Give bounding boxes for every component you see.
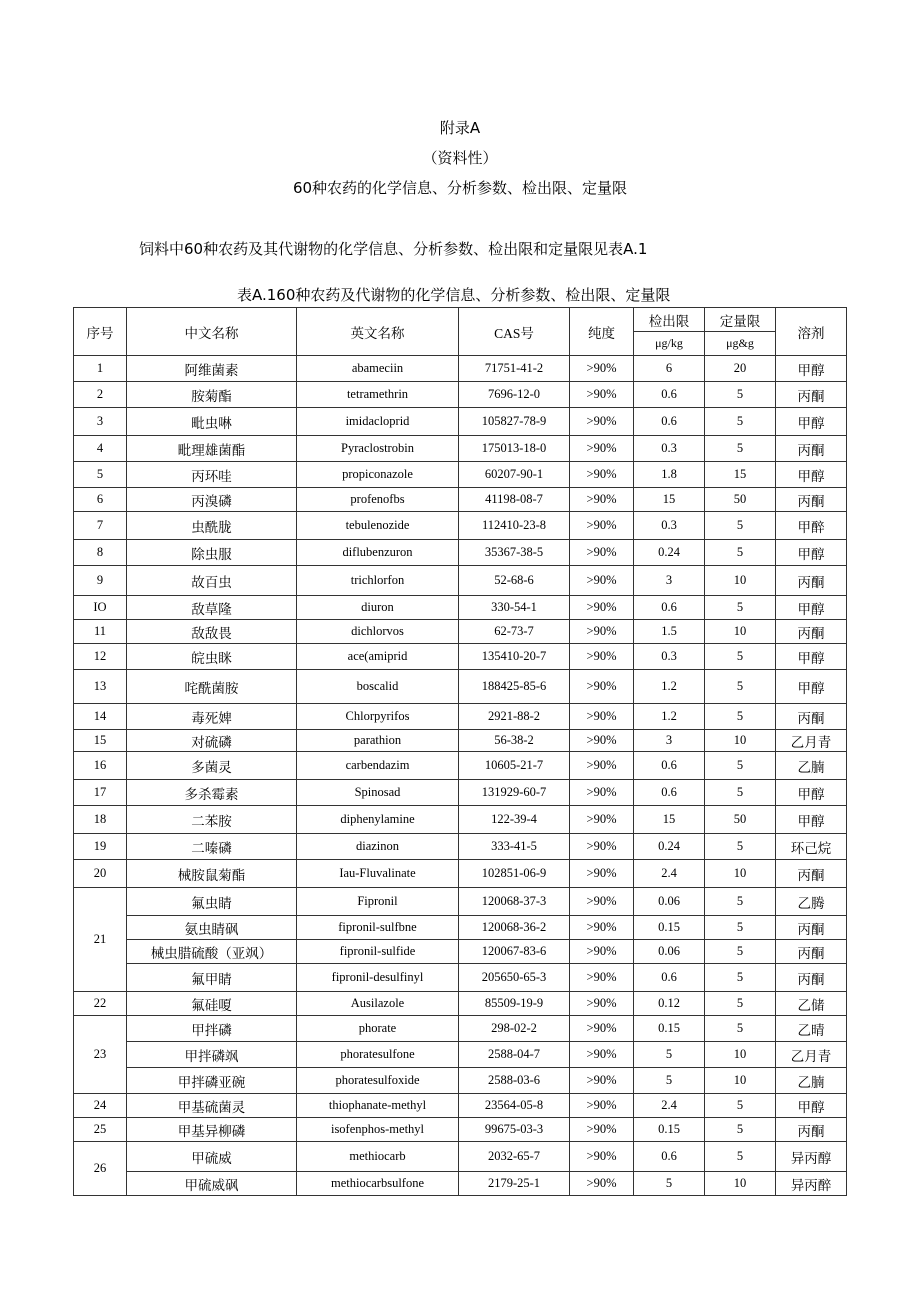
cell-solvent: 甲醇: [776, 540, 847, 566]
cell-lod: 0.6: [634, 596, 705, 620]
cell-purity: >90%: [570, 356, 634, 382]
cell-lod: 0.6: [634, 1142, 705, 1172]
cell-solvent: 甲醉: [776, 512, 847, 540]
cell-purity: >90%: [570, 566, 634, 596]
cell-purity: >90%: [570, 436, 634, 462]
cell-cn-name: 甲基硫菌灵: [127, 1094, 297, 1118]
cell-lod: 1.5: [634, 620, 705, 644]
cell-cas: 105827-78-9: [459, 408, 570, 436]
cell-solvent: 甲醇: [776, 356, 847, 382]
cell-solvent: 甲醇: [776, 1094, 847, 1118]
cell-loq: 5: [705, 512, 776, 540]
cell-cas: 56-38-2: [459, 730, 570, 752]
pesticide-table: [73, 307, 847, 1196]
table-row: [74, 916, 847, 940]
cell-no: 5: [74, 462, 127, 488]
cell-lod: 0.3: [634, 512, 705, 540]
header-lod-unit: μg/kg: [634, 332, 705, 356]
cell-purity: >90%: [570, 644, 634, 670]
cell-no: 15: [74, 730, 127, 752]
cell-no: 24: [74, 1094, 127, 1118]
cell-en-name: Pyraclostrobin: [297, 436, 459, 462]
cell-en-name: dichlorvos: [297, 620, 459, 644]
table-row: [74, 1068, 847, 1094]
cell-purity: >90%: [570, 806, 634, 834]
cell-en-name: phoratesulfone: [297, 1042, 459, 1068]
cell-cn-name: 甲基异柳磷: [127, 1118, 297, 1142]
appendix-nature: （资料性）: [422, 149, 498, 167]
appendix-title: 60种农药的化学信息、分析参数、检出限、定量限: [292, 179, 628, 197]
cell-loq: 50: [705, 806, 776, 834]
cell-cn-name: 甲硫威: [127, 1142, 297, 1172]
cell-cn-name: 虫酰胧: [127, 512, 297, 540]
cell-en-name: Chlorpyrifos: [297, 704, 459, 730]
cell-solvent: 丙酮: [776, 488, 847, 512]
cell-loq: 5: [705, 382, 776, 408]
header-loq: 定量限: [705, 308, 776, 332]
cell-cas: 205650-65-3: [459, 964, 570, 992]
cell-en-name: thiophanate-methyl: [297, 1094, 459, 1118]
cell-lod: 0.6: [634, 964, 705, 992]
cell-cas: 2588-04-7: [459, 1042, 570, 1068]
cell-cn-name: 甲拌磷飒: [127, 1042, 297, 1068]
table-row: [74, 512, 847, 540]
cell-purity: >90%: [570, 1094, 634, 1118]
cell-cas: 131929-60-7: [459, 780, 570, 806]
table-row: [74, 1142, 847, 1172]
cell-loq: 5: [705, 1118, 776, 1142]
cell-cn-name: 甲硫威砜: [127, 1172, 297, 1196]
cell-no: 22: [74, 992, 127, 1016]
cell-cas: 122-39-4: [459, 806, 570, 834]
cell-lod: 0.6: [634, 382, 705, 408]
cell-cn-name: 械胺鼠菊酯: [127, 860, 297, 888]
cell-cas: 99675-03-3: [459, 1118, 570, 1142]
cell-lod: 1.2: [634, 704, 705, 730]
cell-cas: 7696-12-0: [459, 382, 570, 408]
cell-cas: 52-68-6: [459, 566, 570, 596]
cell-lod: 0.15: [634, 1118, 705, 1142]
table-row: [74, 834, 847, 860]
table-row: [74, 382, 847, 408]
cell-solvent: 丙酮: [776, 382, 847, 408]
cell-cas: 85509-19-9: [459, 992, 570, 1016]
cell-cas: 120068-37-3: [459, 888, 570, 916]
cell-en-name: tetramethrin: [297, 382, 459, 408]
cell-no: 14: [74, 704, 127, 730]
header-cn-name: 中文名称: [127, 308, 297, 356]
cell-solvent: 甲醇: [776, 780, 847, 806]
header-lod: 检出限: [634, 308, 705, 332]
cell-no: 25: [74, 1118, 127, 1142]
cell-cn-name: 对硫磷: [127, 730, 297, 752]
cell-cas: 135410-20-7: [459, 644, 570, 670]
cell-solvent: 丙酮: [776, 436, 847, 462]
cell-lod: 0.24: [634, 834, 705, 860]
cell-lod: 5: [634, 1172, 705, 1196]
cell-purity: >90%: [570, 540, 634, 566]
cell-solvent: 丙酮: [776, 964, 847, 992]
cell-loq: 10: [705, 566, 776, 596]
table-row: [74, 540, 847, 566]
cell-lod: 1.8: [634, 462, 705, 488]
cell-en-name: methiocarb: [297, 1142, 459, 1172]
table-row: [74, 670, 847, 704]
cell-solvent: 丙酮: [776, 940, 847, 964]
cell-no: 16: [74, 752, 127, 780]
cell-no: 3: [74, 408, 127, 436]
cell-solvent: 丙酮: [776, 916, 847, 940]
header-loq-unit: μg&g: [705, 332, 776, 356]
cell-en-name: Spinosad: [297, 780, 459, 806]
cell-purity: >90%: [570, 670, 634, 704]
cell-cas: 112410-23-8: [459, 512, 570, 540]
cell-loq: 5: [705, 596, 776, 620]
cell-no: 18: [74, 806, 127, 834]
table-row: [74, 408, 847, 436]
cell-cn-name: 氟甲睛: [127, 964, 297, 992]
cell-cn-name: 甲拌磷亚碗: [127, 1068, 297, 1094]
cell-purity: >90%: [570, 992, 634, 1016]
cell-cn-name: 毗理雄菌酯: [127, 436, 297, 462]
cell-solvent: 丙酮: [776, 860, 847, 888]
cell-purity: >90%: [570, 596, 634, 620]
cell-lod: 0.24: [634, 540, 705, 566]
cell-lod: 3: [634, 730, 705, 752]
cell-purity: >90%: [570, 382, 634, 408]
cell-no: IO: [74, 596, 127, 620]
cell-purity: >90%: [570, 1172, 634, 1196]
cell-loq: 5: [705, 992, 776, 1016]
cell-no: 23: [74, 1016, 127, 1094]
cell-lod: 0.06: [634, 888, 705, 916]
cell-cas: 298-02-2: [459, 1016, 570, 1042]
cell-cas: 35367-38-5: [459, 540, 570, 566]
cell-no: 13: [74, 670, 127, 704]
cell-solvent: 乙月青: [776, 730, 847, 752]
table-row: [74, 356, 847, 382]
cell-loq: 20: [705, 356, 776, 382]
cell-lod: 5: [634, 1068, 705, 1094]
cell-loq: 10: [705, 860, 776, 888]
cell-loq: 15: [705, 462, 776, 488]
cell-loq: 5: [705, 644, 776, 670]
cell-purity: >90%: [570, 408, 634, 436]
cell-en-name: phoratesulfoxide: [297, 1068, 459, 1094]
header-no: 序号: [74, 308, 127, 356]
cell-loq: 10: [705, 620, 776, 644]
cell-cas: 120068-36-2: [459, 916, 570, 940]
cell-lod: 2.4: [634, 1094, 705, 1118]
cell-solvent: 甲醇: [776, 670, 847, 704]
cell-lod: 15: [634, 806, 705, 834]
cell-lod: 0.15: [634, 1016, 705, 1042]
cell-cas: 102851-06-9: [459, 860, 570, 888]
cell-purity: >90%: [570, 834, 634, 860]
table-caption: 表A.160种农药及代谢物的化学信息、分析参数、检出限、定量限: [237, 286, 671, 304]
cell-purity: >90%: [570, 512, 634, 540]
cell-no: 11: [74, 620, 127, 644]
cell-cas: 62-73-7: [459, 620, 570, 644]
cell-en-name: tebulenozide: [297, 512, 459, 540]
table-row: [74, 488, 847, 512]
cell-solvent: 甲醇: [776, 806, 847, 834]
table-row: [74, 860, 847, 888]
cell-lod: 0.3: [634, 644, 705, 670]
cell-loq: 5: [705, 780, 776, 806]
cell-loq: 5: [705, 540, 776, 566]
table-row: [74, 1172, 847, 1196]
header-purity: 纯度: [570, 308, 634, 356]
cell-cn-name: 多杀霉素: [127, 780, 297, 806]
table-row: [74, 644, 847, 670]
cell-purity: >90%: [570, 940, 634, 964]
cell-cn-name: 胺菊酯: [127, 382, 297, 408]
cell-solvent: 乙晴: [776, 1016, 847, 1042]
cell-purity: >90%: [570, 860, 634, 888]
cell-solvent: 乙储: [776, 992, 847, 1016]
cell-purity: >90%: [570, 1118, 634, 1142]
cell-en-name: fipronil-sulfide: [297, 940, 459, 964]
cell-cn-name: 皖虫眯: [127, 644, 297, 670]
cell-solvent: 甲醇: [776, 408, 847, 436]
cell-lod: 0.6: [634, 780, 705, 806]
cell-solvent: 丙酮: [776, 1118, 847, 1142]
cell-loq: 5: [705, 964, 776, 992]
cell-loq: 5: [705, 1094, 776, 1118]
table-row: [74, 1042, 847, 1068]
cell-solvent: 丙酮: [776, 566, 847, 596]
cell-solvent: 异丙醇: [776, 1142, 847, 1172]
cell-no: 9: [74, 566, 127, 596]
cell-loq: 5: [705, 940, 776, 964]
cell-cas: 120067-83-6: [459, 940, 570, 964]
table-row: [74, 704, 847, 730]
cell-cn-name: 丙溴磷: [127, 488, 297, 512]
cell-solvent: 乙腩: [776, 752, 847, 780]
table-row: [74, 940, 847, 964]
cell-loq: 5: [705, 1142, 776, 1172]
cell-purity: >90%: [570, 916, 634, 940]
cell-lod: 0.12: [634, 992, 705, 1016]
cell-purity: >90%: [570, 1042, 634, 1068]
cell-en-name: diazinon: [297, 834, 459, 860]
cell-cas: 333-41-5: [459, 834, 570, 860]
cell-cas: 41198-08-7: [459, 488, 570, 512]
cell-cas: 330-54-1: [459, 596, 570, 620]
cell-lod: 1.2: [634, 670, 705, 704]
cell-en-name: imidacloprid: [297, 408, 459, 436]
cell-en-name: isofenphos-methyl: [297, 1118, 459, 1142]
cell-lod: 0.6: [634, 752, 705, 780]
table-row: [74, 566, 847, 596]
cell-cas: 2588-03-6: [459, 1068, 570, 1094]
cell-purity: >90%: [570, 1068, 634, 1094]
cell-en-name: propiconazole: [297, 462, 459, 488]
cell-solvent: 异丙醉: [776, 1172, 847, 1196]
cell-en-name: diphenylamine: [297, 806, 459, 834]
cell-loq: 5: [705, 436, 776, 462]
cell-loq: 10: [705, 730, 776, 752]
appendix-label: 附录A: [439, 119, 481, 137]
cell-solvent: 丙酮: [776, 704, 847, 730]
cell-en-name: parathion: [297, 730, 459, 752]
cell-solvent: 乙月青: [776, 1042, 847, 1068]
cell-en-name: Ausilazole: [297, 992, 459, 1016]
cell-no: 20: [74, 860, 127, 888]
cell-no: 6: [74, 488, 127, 512]
cell-cas: 23564-05-8: [459, 1094, 570, 1118]
cell-solvent: 丙酮: [776, 620, 847, 644]
header-en-name: 英文名称: [297, 308, 459, 356]
cell-cn-name: 敌敌畏: [127, 620, 297, 644]
table-row: [74, 620, 847, 644]
cell-solvent: 甲醇: [776, 644, 847, 670]
cell-en-name: carbendazim: [297, 752, 459, 780]
cell-loq: 10: [705, 1068, 776, 1094]
cell-cn-name: 除虫服: [127, 540, 297, 566]
cell-cas: 2032-65-7: [459, 1142, 570, 1172]
cell-cn-name: 械虫腊硫酸（亚飒）: [127, 940, 297, 964]
cell-en-name: Iau-Fluvalinate: [297, 860, 459, 888]
cell-loq: 50: [705, 488, 776, 512]
cell-cn-name: 二嗪磷: [127, 834, 297, 860]
cell-cn-name: 咤酰菌胺: [127, 670, 297, 704]
cell-cn-name: 多菌灵: [127, 752, 297, 780]
cell-en-name: phorate: [297, 1016, 459, 1042]
cell-cn-name: 丙环哇: [127, 462, 297, 488]
cell-no: 8: [74, 540, 127, 566]
cell-en-name: fipronil-desulfinyl: [297, 964, 459, 992]
cell-lod: 0.3: [634, 436, 705, 462]
cell-en-name: abameciin: [297, 356, 459, 382]
table-row: [74, 888, 847, 916]
cell-no: 1: [74, 356, 127, 382]
cell-purity: >90%: [570, 620, 634, 644]
cell-cn-name: 毒死婢: [127, 704, 297, 730]
cell-purity: >90%: [570, 752, 634, 780]
intro-paragraph: 饲料中60种农药及其代谢物的化学信息、分析参数、检出限和定量限见表A.1: [139, 240, 648, 258]
cell-loq: 5: [705, 408, 776, 436]
cell-lod: 0.06: [634, 940, 705, 964]
cell-loq: 5: [705, 704, 776, 730]
cell-loq: 5: [705, 916, 776, 940]
cell-cn-name: 甲拌磷: [127, 1016, 297, 1042]
cell-cn-name: 敌草隆: [127, 596, 297, 620]
cell-cas: 2921-88-2: [459, 704, 570, 730]
cell-en-name: diflubenzuron: [297, 540, 459, 566]
table-row: [74, 1094, 847, 1118]
cell-cas: 2179-25-1: [459, 1172, 570, 1196]
cell-en-name: Fipronil: [297, 888, 459, 916]
cell-cas: 188425-85-6: [459, 670, 570, 704]
table-row: [74, 596, 847, 620]
cell-lod: 2.4: [634, 860, 705, 888]
cell-cn-name: 阿维菌素: [127, 356, 297, 382]
table-row: [74, 752, 847, 780]
cell-en-name: trichlorfon: [297, 566, 459, 596]
table-row: [74, 1118, 847, 1142]
cell-en-name: boscalid: [297, 670, 459, 704]
cell-solvent: 甲醇: [776, 596, 847, 620]
cell-purity: >90%: [570, 1016, 634, 1042]
cell-loq: 10: [705, 1042, 776, 1068]
cell-solvent: 环己烷: [776, 834, 847, 860]
header-cas: CAS号: [459, 308, 570, 356]
cell-no: 26: [74, 1142, 127, 1196]
cell-cn-name: 氨虫睛砜: [127, 916, 297, 940]
header-solvent: 溶剂: [776, 308, 847, 356]
cell-loq: 5: [705, 888, 776, 916]
cell-no: 7: [74, 512, 127, 540]
cell-no: 21: [74, 888, 127, 992]
cell-cn-name: 氟硅嗄: [127, 992, 297, 1016]
cell-purity: >90%: [570, 1142, 634, 1172]
cell-purity: >90%: [570, 888, 634, 916]
table-row: [74, 436, 847, 462]
cell-loq: 5: [705, 834, 776, 860]
cell-solvent: 甲醇: [776, 462, 847, 488]
cell-cn-name: 氟虫睛: [127, 888, 297, 916]
cell-purity: >90%: [570, 488, 634, 512]
cell-purity: >90%: [570, 780, 634, 806]
cell-no: 12: [74, 644, 127, 670]
table-row: [74, 1016, 847, 1042]
table-row: [74, 964, 847, 992]
cell-lod: 6: [634, 356, 705, 382]
cell-loq: 5: [705, 670, 776, 704]
cell-lod: 5: [634, 1042, 705, 1068]
table-row: [74, 730, 847, 752]
cell-lod: 15: [634, 488, 705, 512]
cell-cn-name: 故百虫: [127, 566, 297, 596]
cell-no: 19: [74, 834, 127, 860]
cell-lod: 0.15: [634, 916, 705, 940]
cell-lod: 0.6: [634, 408, 705, 436]
cell-purity: >90%: [570, 730, 634, 752]
cell-purity: >90%: [570, 704, 634, 730]
cell-en-name: fipronil-sulfbne: [297, 916, 459, 940]
cell-en-name: methiocarbsulfone: [297, 1172, 459, 1196]
cell-no: 17: [74, 780, 127, 806]
cell-cas: 60207-90-1: [459, 462, 570, 488]
table-row: [74, 992, 847, 1016]
cell-cas: 71751-41-2: [459, 356, 570, 382]
table-row: [74, 462, 847, 488]
cell-lod: 3: [634, 566, 705, 596]
cell-solvent: 乙腾: [776, 888, 847, 916]
cell-en-name: diuron: [297, 596, 459, 620]
table-row: [74, 806, 847, 834]
cell-no: 4: [74, 436, 127, 462]
cell-solvent: 乙腩: [776, 1068, 847, 1094]
table-row: [74, 780, 847, 806]
cell-purity: >90%: [570, 462, 634, 488]
cell-loq: 5: [705, 1016, 776, 1042]
cell-en-name: ace(amiprid: [297, 644, 459, 670]
cell-cn-name: 二苯胺: [127, 806, 297, 834]
cell-cas: 175013-18-0: [459, 436, 570, 462]
cell-cn-name: 毗虫啉: [127, 408, 297, 436]
cell-purity: >90%: [570, 964, 634, 992]
cell-en-name: profenofbs: [297, 488, 459, 512]
cell-cas: 10605-21-7: [459, 752, 570, 780]
cell-loq: 10: [705, 1172, 776, 1196]
cell-no: 2: [74, 382, 127, 408]
cell-loq: 5: [705, 752, 776, 780]
